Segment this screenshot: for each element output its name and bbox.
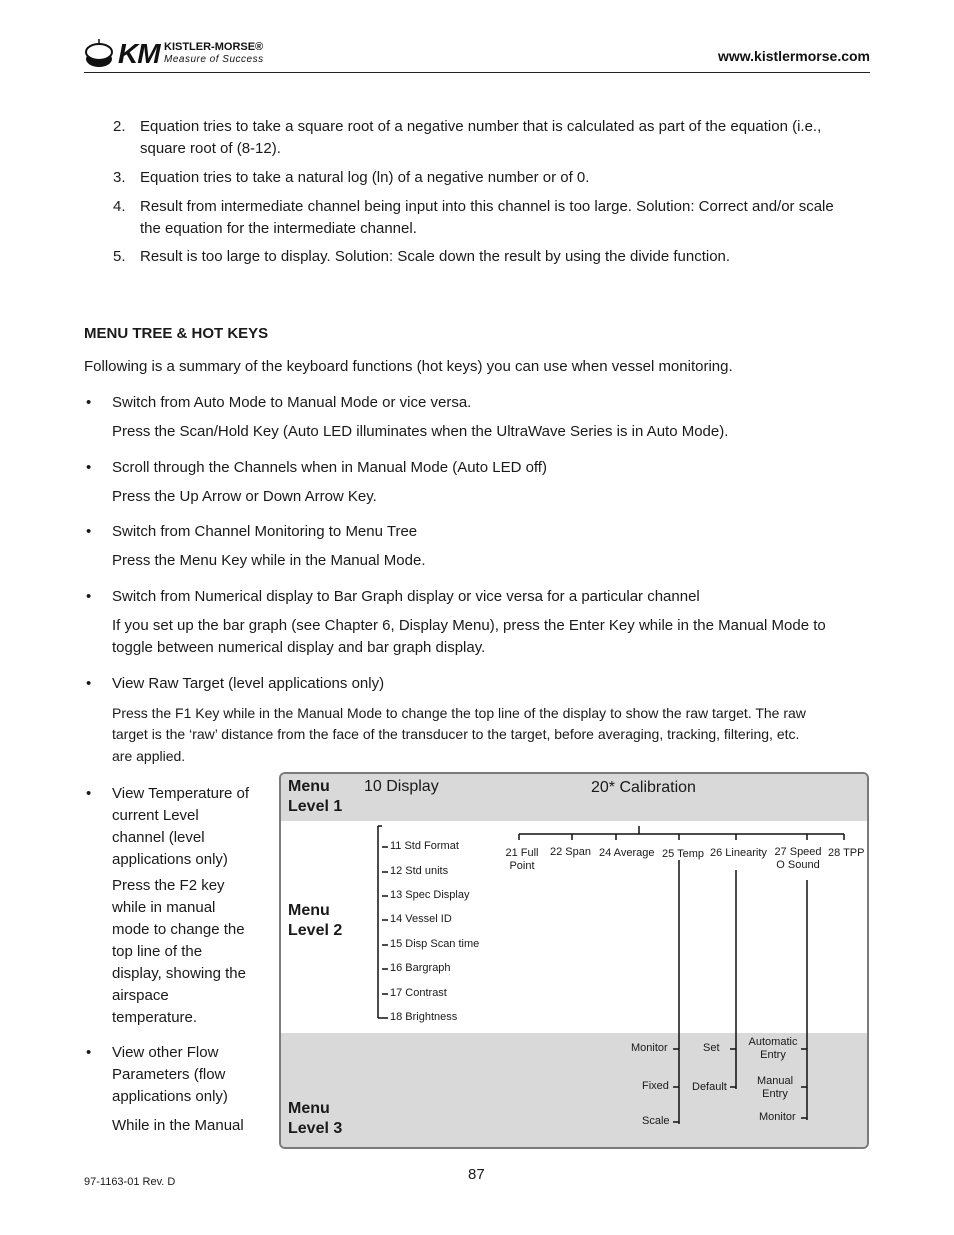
text-line: while in manual	[112, 899, 216, 916]
text-line: View Temperature of	[112, 785, 250, 802]
list-number: 2.	[113, 118, 126, 135]
text-line: Menu	[288, 1100, 330, 1117]
bullet-dot: •	[86, 523, 92, 540]
bullet-title: Switch from Numerical display to Bar Graph display or vice versa for a particular channel	[112, 588, 700, 605]
website-url[interactable]: www.kistlermorse.com	[718, 48, 870, 64]
linearity-option: Default	[692, 1081, 727, 1093]
temp-option: Monitor	[631, 1042, 668, 1054]
display-menu-item: 15 Disp Scan time	[390, 938, 480, 950]
list-item-text: Result from intermediate channel being input into this channel is too large. Solution: Correct and/or scale	[140, 198, 834, 215]
display-menu-label: 10 Display	[364, 778, 439, 795]
display-menu-item: 16 Bargraph	[390, 962, 451, 974]
side-bullet-title	[112, 783, 272, 871]
list-item-text: the equation for the intermediate channel.	[140, 220, 417, 237]
text-line: Parameters (flow	[112, 1066, 226, 1083]
text-line: current Level	[112, 807, 199, 824]
bullet-title: View Raw Target (level applications only)	[112, 675, 385, 692]
bullet-desc: toggle between numerical display and bar graph display.	[112, 639, 486, 656]
display-menu-item: 13 Spec Display	[390, 889, 470, 901]
side-bullet-desc	[112, 875, 272, 1029]
calibration-menu-item: 24 Average	[599, 847, 655, 859]
calibration-menu-item: 26 Linearity	[710, 847, 767, 859]
list-number: 4.	[113, 198, 126, 215]
bullet-desc: target is the ‘raw’ distance from the face of the transducer to the target, before averaging, tracking, filtering, etc.	[112, 726, 800, 742]
text-line: While in the Manual	[112, 1117, 244, 1134]
bullet-title: Scroll through the Channels when in Manual Mode (Auto LED off)	[112, 459, 547, 476]
text-line: Level 1	[288, 798, 343, 815]
bullet-dot: •	[86, 394, 92, 411]
calibration-menu-label: 20* Calibration	[591, 779, 696, 796]
text-line: Level 3	[288, 1120, 343, 1137]
speed-option: Monitor	[759, 1111, 796, 1123]
text-line: channel (level	[112, 829, 205, 846]
text-line: Menu	[288, 902, 330, 919]
temp-option: Fixed	[642, 1080, 669, 1092]
temp-option: Scale	[642, 1115, 670, 1127]
logo-tagline: Measure of Success	[164, 54, 264, 65]
speed-option	[743, 1036, 803, 1062]
calibration-menu-item	[504, 847, 540, 873]
list-item-text: Result is too large to display. Solution: Scale down the result by using the divide function.	[140, 248, 731, 265]
calibration-menu-item	[771, 846, 825, 872]
header-divider	[84, 72, 870, 73]
display-menu-item: 18 Brightness	[390, 1011, 458, 1023]
intro-paragraph: Following is a summary of the keyboard functions (hot keys) you can use when vessel monitoring.	[84, 358, 733, 375]
bullet-desc: If you set up the bar graph (see Chapter 6, Display Menu), press the Enter Key while in the Manual Mode to	[112, 617, 826, 634]
list-item-text: Equation tries to take a square root of a negative number that is calculated as part of the equation (i.e.,	[140, 118, 822, 135]
text-line: Entry	[762, 1088, 788, 1100]
side-bullet-title	[112, 1042, 272, 1108]
calibration-menu-item: 25 Temp	[662, 848, 704, 860]
text-line: applications only)	[112, 851, 228, 868]
section-heading: MENU TREE & HOT KEYS	[84, 325, 269, 342]
text-line: top line of the	[112, 943, 203, 960]
calibration-menu-item: 22 Span	[550, 846, 591, 858]
display-menu-item: 12 Std units	[390, 865, 449, 877]
bullet-desc: Press the Menu Key while in the Manual Mode.	[112, 552, 426, 569]
speed-option	[749, 1075, 801, 1101]
bullet-desc: Press the Up Arrow or Down Arrow Key.	[112, 488, 377, 505]
text-line: mode to change the	[112, 921, 245, 938]
bullet-title: Switch from Channel Monitoring to Menu Tree	[112, 523, 418, 540]
text-line: Menu	[288, 778, 330, 795]
calibration-menu-item: 28 TPP	[828, 847, 865, 859]
text-line: Press the F2 key	[112, 877, 225, 894]
text-line: airspace	[112, 987, 169, 1004]
bullet-title: Switch from Auto Mode to Manual Mode or vice versa.	[112, 394, 472, 411]
display-menu-item: 17 Contrast	[390, 987, 447, 999]
linearity-option: Set	[703, 1042, 720, 1054]
list-number: 3.	[113, 169, 126, 186]
document-code: 97-1163-01 Rev. D	[84, 1176, 176, 1188]
text-line: Level 2	[288, 922, 343, 939]
text-line: applications only)	[112, 1088, 228, 1105]
text-line: Manual	[756, 1075, 794, 1087]
bullet-dot: •	[86, 1044, 92, 1061]
text-line: temperature.	[112, 1009, 198, 1026]
list-number: 5.	[113, 248, 126, 265]
text-line: 21 Full	[505, 847, 539, 859]
logo-brand: KISTLER-MORSE®	[164, 41, 264, 53]
page-number: 87	[468, 1166, 485, 1183]
bullet-dot: •	[86, 459, 92, 476]
bullet-desc: Press the F1 Key while in the Manual Mode to change the top line of the display to show the raw target. The raw	[112, 705, 806, 721]
menu-tree-diagram	[279, 772, 869, 1149]
text-line: O Sound	[776, 859, 820, 871]
list-item-text: square root of (8-12).	[140, 140, 281, 157]
bullet-dot: •	[86, 588, 92, 605]
list-item-text: Equation tries to take a natural log (ln) of a negative number or of 0.	[140, 169, 590, 186]
text-line: View other Flow	[112, 1044, 219, 1061]
side-bullet-desc	[112, 1115, 272, 1137]
text-line: Entry	[760, 1049, 786, 1061]
bullet-dot: •	[86, 785, 92, 802]
company-logo	[84, 36, 284, 70]
bullet-desc: are applied.	[112, 748, 186, 764]
text-line: Point	[509, 860, 535, 872]
logo-km: KM	[118, 38, 160, 69]
text-line: Automatic	[748, 1036, 798, 1048]
display-menu-item: 11 Std Format	[390, 840, 459, 852]
text-line: display, showing the	[112, 965, 246, 982]
logo-disc-icon	[84, 39, 114, 69]
bullet-desc: Press the Scan/Hold Key (Auto LED illuminates when the UltraWave Series is in Auto Mode).	[112, 423, 729, 440]
text-line: 27 Speed	[774, 846, 822, 858]
display-menu-item: 14 Vessel ID	[390, 913, 452, 925]
bullet-dot: •	[86, 675, 92, 692]
